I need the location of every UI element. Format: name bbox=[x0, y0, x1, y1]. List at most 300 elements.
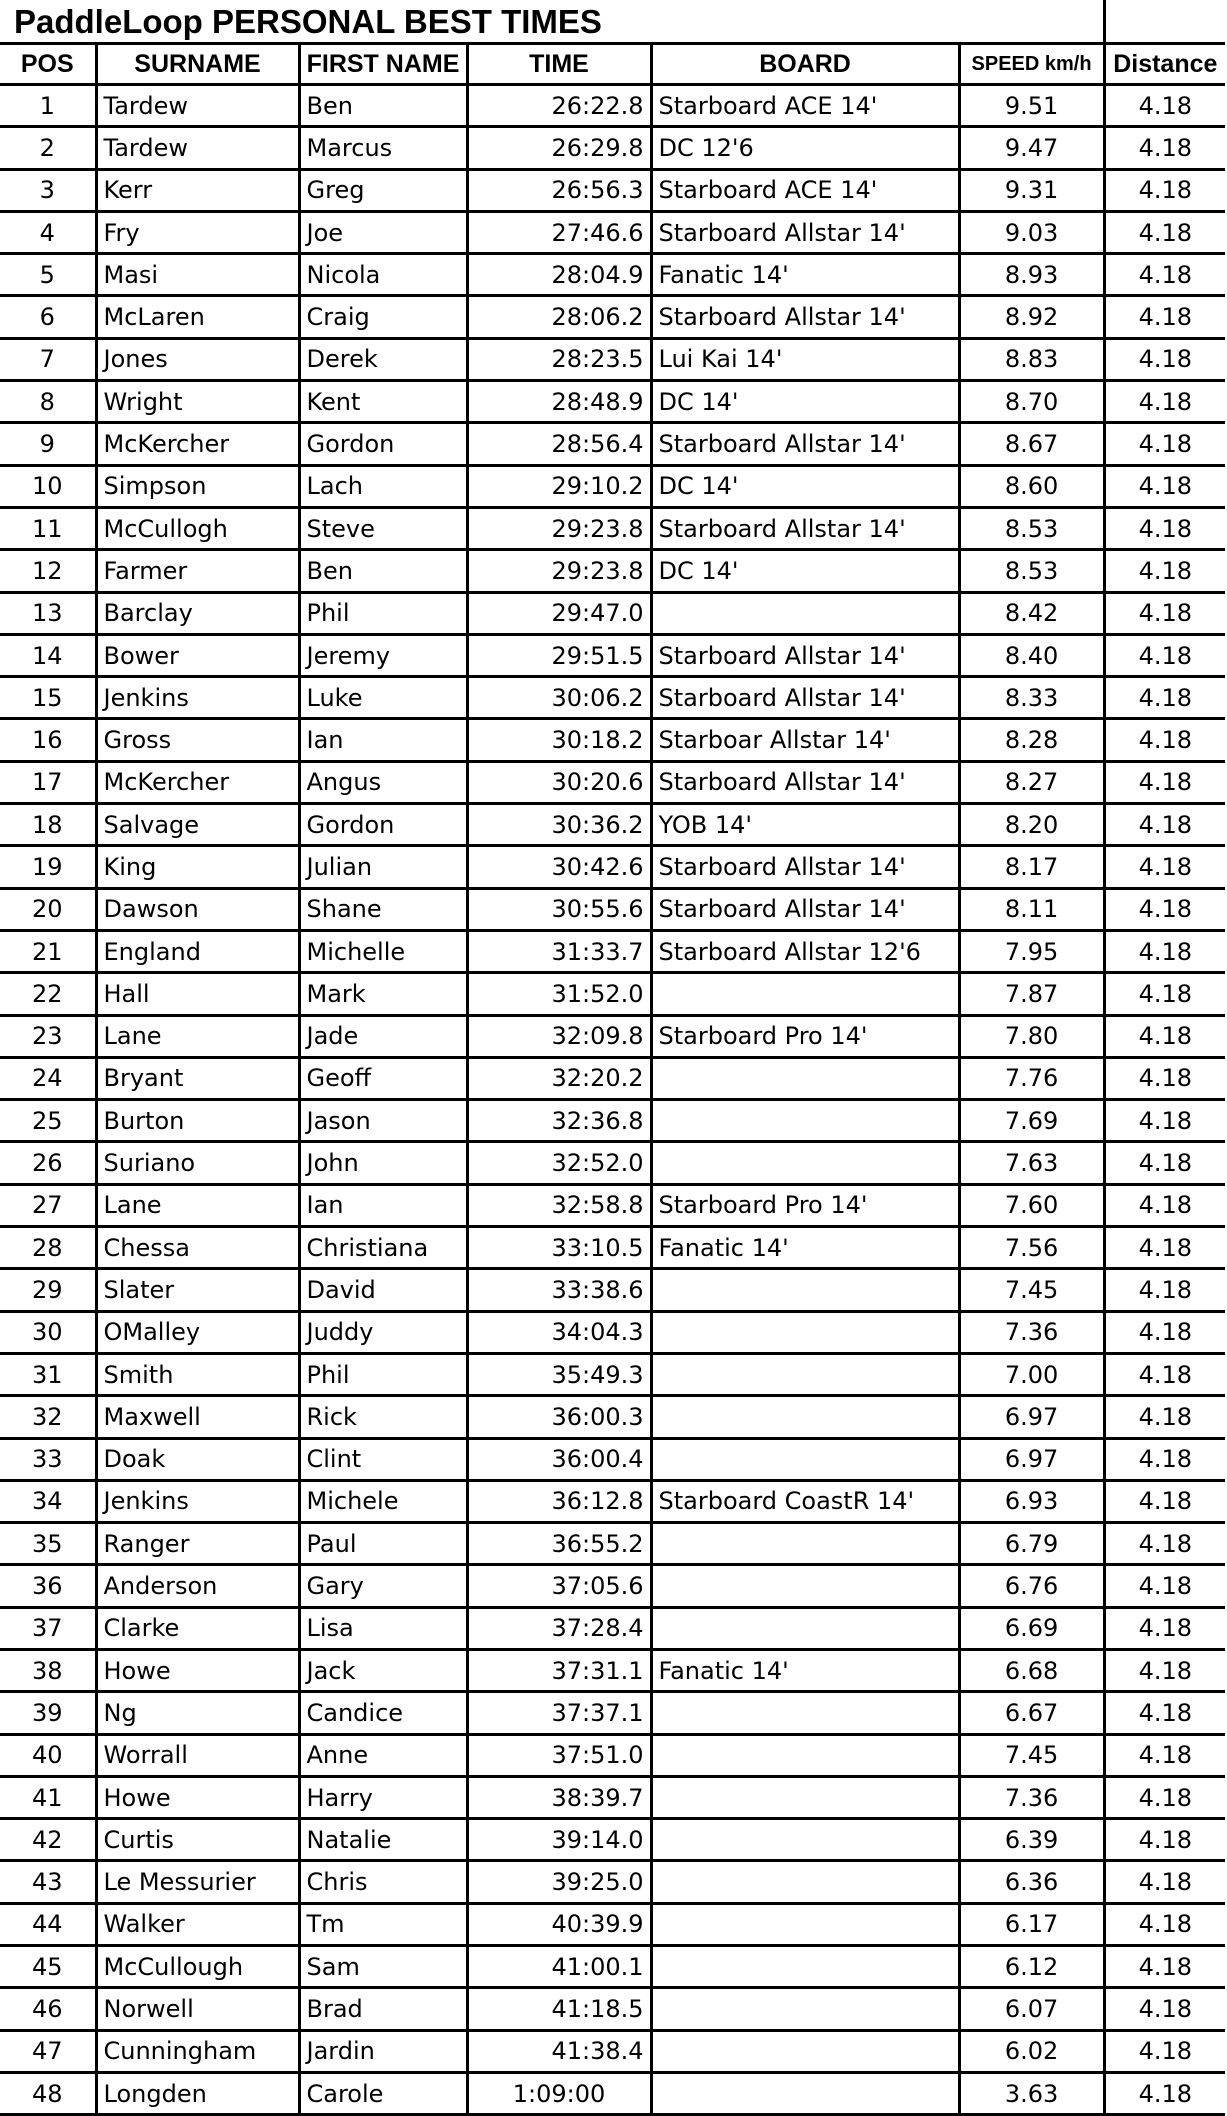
cell-time: 30:42.6 bbox=[467, 846, 651, 888]
cell-distance: 4.18 bbox=[1104, 381, 1225, 423]
cell-distance: 4.18 bbox=[1104, 1819, 1225, 1861]
cell-board bbox=[651, 1523, 959, 1565]
table-row bbox=[0, 1015, 1225, 1057]
cell-speed: 6.07 bbox=[959, 1988, 1104, 2030]
cell-board: DC 14' bbox=[651, 381, 959, 423]
cell-first-name: Jason bbox=[299, 1100, 467, 1142]
cell-time: 31:33.7 bbox=[467, 930, 651, 972]
table-row bbox=[0, 1396, 1225, 1438]
cell-surname: Howe bbox=[96, 1649, 299, 1691]
cell-first-name: Jeremy bbox=[299, 634, 467, 676]
cell-time: 37:28.4 bbox=[467, 1607, 651, 1649]
cell-board bbox=[651, 1819, 959, 1861]
cell-first-name: David bbox=[299, 1269, 467, 1311]
cell-time: 28:23.5 bbox=[467, 338, 651, 380]
cell-speed: 7.87 bbox=[959, 973, 1104, 1015]
cell-distance: 4.18 bbox=[1104, 1480, 1225, 1522]
cell-pos: 24 bbox=[0, 1057, 96, 1099]
cell-speed: 7.36 bbox=[959, 1311, 1104, 1353]
cell-board bbox=[651, 1269, 959, 1311]
cell-speed: 7.76 bbox=[959, 1057, 1104, 1099]
cell-distance: 4.18 bbox=[1104, 1100, 1225, 1142]
cell-distance: 4.18 bbox=[1104, 338, 1225, 380]
cell-pos: 33 bbox=[0, 1438, 96, 1480]
header-board: BOARD bbox=[651, 44, 959, 85]
table-row bbox=[0, 592, 1225, 634]
cell-speed: 8.17 bbox=[959, 846, 1104, 888]
table-row bbox=[0, 1311, 1225, 1353]
cell-surname: Dawson bbox=[96, 888, 299, 930]
cell-time: 37:05.6 bbox=[467, 1565, 651, 1607]
cell-pos: 45 bbox=[0, 1946, 96, 1988]
cell-speed: 8.28 bbox=[959, 719, 1104, 761]
cell-pos: 28 bbox=[0, 1227, 96, 1269]
cell-time: 32:09.8 bbox=[467, 1015, 651, 1057]
cell-speed: 9.03 bbox=[959, 211, 1104, 253]
cell-board bbox=[651, 592, 959, 634]
cell-distance: 4.18 bbox=[1104, 846, 1225, 888]
cell-first-name: Jardin bbox=[299, 2030, 467, 2072]
cell-surname: Suriano bbox=[96, 1142, 299, 1184]
cell-speed: 7.45 bbox=[959, 1734, 1104, 1776]
table-row bbox=[0, 381, 1225, 423]
cell-board bbox=[651, 1903, 959, 1945]
cell-distance: 4.18 bbox=[1104, 254, 1225, 296]
table-row bbox=[0, 1480, 1225, 1522]
cell-surname: Lane bbox=[96, 1015, 299, 1057]
cell-first-name: Harry bbox=[299, 1776, 467, 1818]
cell-pos: 48 bbox=[0, 2072, 96, 2114]
cell-board bbox=[651, 1734, 959, 1776]
table-row bbox=[0, 1607, 1225, 1649]
cell-distance: 4.18 bbox=[1104, 1565, 1225, 1607]
cell-pos: 21 bbox=[0, 930, 96, 972]
cell-first-name: Mark bbox=[299, 973, 467, 1015]
cell-speed: 6.02 bbox=[959, 2030, 1104, 2072]
cell-first-name: Derek bbox=[299, 338, 467, 380]
cell-time: 40:39.9 bbox=[467, 1903, 651, 1945]
header-surname: SURNAME bbox=[96, 44, 299, 85]
cell-surname: Walker bbox=[96, 1903, 299, 1945]
cell-speed: 6.17 bbox=[959, 1903, 1104, 1945]
cell-speed: 6.79 bbox=[959, 1523, 1104, 1565]
table-row bbox=[0, 1438, 1225, 1480]
table-row bbox=[0, 1057, 1225, 1099]
cell-time: 29:47.0 bbox=[467, 592, 651, 634]
table-row bbox=[0, 1565, 1225, 1607]
cell-pos: 3 bbox=[0, 169, 96, 211]
cell-pos: 17 bbox=[0, 761, 96, 803]
cell-speed: 6.12 bbox=[959, 1946, 1104, 1988]
cell-time: 37:31.1 bbox=[467, 1649, 651, 1691]
cell-first-name: Michelle bbox=[299, 930, 467, 972]
cell-distance: 4.18 bbox=[1104, 423, 1225, 465]
cell-board: YOB 14' bbox=[651, 804, 959, 846]
cell-pos: 19 bbox=[0, 846, 96, 888]
cell-time: 29:23.8 bbox=[467, 550, 651, 592]
table-row bbox=[0, 761, 1225, 803]
cell-surname: Salvage bbox=[96, 804, 299, 846]
cell-speed: 8.42 bbox=[959, 592, 1104, 634]
cell-board bbox=[651, 1946, 959, 1988]
cell-board bbox=[651, 1861, 959, 1903]
cell-first-name: Ben bbox=[299, 85, 467, 127]
cell-distance: 4.18 bbox=[1104, 1776, 1225, 1818]
cell-pos: 22 bbox=[0, 973, 96, 1015]
cell-time: 41:18.5 bbox=[467, 1988, 651, 2030]
cell-speed: 8.53 bbox=[959, 550, 1104, 592]
table-row bbox=[0, 973, 1225, 1015]
cell-pos: 6 bbox=[0, 296, 96, 338]
cell-pos: 39 bbox=[0, 1692, 96, 1734]
cell-speed: 8.11 bbox=[959, 888, 1104, 930]
cell-first-name: Ben bbox=[299, 550, 467, 592]
cell-time: 29:23.8 bbox=[467, 507, 651, 549]
cell-speed: 8.20 bbox=[959, 804, 1104, 846]
table-row bbox=[0, 1100, 1225, 1142]
cell-time: 36:00.3 bbox=[467, 1396, 651, 1438]
cell-time: 37:37.1 bbox=[467, 1692, 651, 1734]
cell-distance: 4.18 bbox=[1104, 550, 1225, 592]
cell-surname: Le Messurier bbox=[96, 1861, 299, 1903]
cell-surname: Howe bbox=[96, 1776, 299, 1818]
blank-cell bbox=[1104, 0, 1225, 44]
cell-board bbox=[651, 1438, 959, 1480]
cell-surname: McCullogh bbox=[96, 507, 299, 549]
cell-speed: 6.76 bbox=[959, 1565, 1104, 1607]
cell-time: 30:55.6 bbox=[467, 888, 651, 930]
cell-pos: 25 bbox=[0, 1100, 96, 1142]
cell-first-name: Marcus bbox=[299, 127, 467, 169]
cell-distance: 4.18 bbox=[1104, 1311, 1225, 1353]
cell-speed: 8.40 bbox=[959, 634, 1104, 676]
cell-board: Starboard Allstar 14' bbox=[651, 846, 959, 888]
cell-distance: 4.18 bbox=[1104, 1227, 1225, 1269]
cell-pos: 44 bbox=[0, 1903, 96, 1945]
cell-distance: 4.18 bbox=[1104, 930, 1225, 972]
cell-board bbox=[651, 2072, 959, 2114]
cell-speed: 6.39 bbox=[959, 1819, 1104, 1861]
cell-surname: Farmer bbox=[96, 550, 299, 592]
cell-surname: OMalley bbox=[96, 1311, 299, 1353]
table-row bbox=[0, 338, 1225, 380]
cell-first-name: Candice bbox=[299, 1692, 467, 1734]
cell-speed: 6.93 bbox=[959, 1480, 1104, 1522]
cell-board bbox=[651, 973, 959, 1015]
cell-speed: 6.67 bbox=[959, 1692, 1104, 1734]
cell-speed: 6.69 bbox=[959, 1607, 1104, 1649]
cell-pos: 15 bbox=[0, 677, 96, 719]
table-row bbox=[0, 85, 1225, 127]
cell-distance: 4.18 bbox=[1104, 507, 1225, 549]
cell-surname: Slater bbox=[96, 1269, 299, 1311]
cell-surname: McLaren bbox=[96, 296, 299, 338]
cell-pos: 46 bbox=[0, 1988, 96, 2030]
cell-first-name: Luke bbox=[299, 677, 467, 719]
cell-board: Lui Kai 14' bbox=[651, 338, 959, 380]
table-row bbox=[0, 2072, 1225, 2114]
cell-time: 30:06.2 bbox=[467, 677, 651, 719]
cell-surname: England bbox=[96, 930, 299, 972]
cell-pos: 26 bbox=[0, 1142, 96, 1184]
cell-surname: Burton bbox=[96, 1100, 299, 1142]
cell-board bbox=[651, 1607, 959, 1649]
cell-surname: Ng bbox=[96, 1692, 299, 1734]
cell-distance: 4.18 bbox=[1104, 1946, 1225, 1988]
cell-surname: King bbox=[96, 846, 299, 888]
table-row bbox=[0, 296, 1225, 338]
cell-first-name: Ian bbox=[299, 719, 467, 761]
cell-pos: 7 bbox=[0, 338, 96, 380]
table-row bbox=[0, 169, 1225, 211]
table-row bbox=[0, 846, 1225, 888]
cell-distance: 4.18 bbox=[1104, 2030, 1225, 2072]
cell-distance: 4.18 bbox=[1104, 804, 1225, 846]
cell-first-name: Gordon bbox=[299, 804, 467, 846]
cell-speed: 8.70 bbox=[959, 381, 1104, 423]
cell-distance: 4.18 bbox=[1104, 1269, 1225, 1311]
cell-surname: Norwell bbox=[96, 1988, 299, 2030]
cell-board bbox=[651, 1988, 959, 2030]
cell-distance: 4.18 bbox=[1104, 296, 1225, 338]
cell-distance: 4.18 bbox=[1104, 1057, 1225, 1099]
table-row bbox=[0, 1819, 1225, 1861]
cell-distance: 4.18 bbox=[1104, 169, 1225, 211]
cell-surname: Clarke bbox=[96, 1607, 299, 1649]
cell-speed: 9.31 bbox=[959, 169, 1104, 211]
cell-surname: Smith bbox=[96, 1353, 299, 1395]
cell-surname: McCullough bbox=[96, 1946, 299, 1988]
cell-time: 33:38.6 bbox=[467, 1269, 651, 1311]
cell-time: 35:49.3 bbox=[467, 1353, 651, 1395]
cell-time: 28:48.9 bbox=[467, 381, 651, 423]
cell-first-name: Natalie bbox=[299, 1819, 467, 1861]
cell-first-name: Craig bbox=[299, 296, 467, 338]
cell-speed: 7.56 bbox=[959, 1227, 1104, 1269]
table-row bbox=[0, 507, 1225, 549]
cell-surname: Simpson bbox=[96, 465, 299, 507]
table-row bbox=[0, 1903, 1225, 1945]
cell-surname: Hall bbox=[96, 973, 299, 1015]
cell-pos: 41 bbox=[0, 1776, 96, 1818]
cell-distance: 4.18 bbox=[1104, 85, 1225, 127]
cell-speed: 7.69 bbox=[959, 1100, 1104, 1142]
cell-time: 26:56.3 bbox=[467, 169, 651, 211]
cell-first-name: Kent bbox=[299, 381, 467, 423]
cell-board: Starboard Pro 14' bbox=[651, 1184, 959, 1226]
cell-pos: 11 bbox=[0, 507, 96, 549]
cell-board: Starboard ACE 14' bbox=[651, 169, 959, 211]
blank-cell bbox=[959, 0, 1104, 44]
cell-pos: 18 bbox=[0, 804, 96, 846]
table-row bbox=[0, 1649, 1225, 1691]
cell-pos: 40 bbox=[0, 1734, 96, 1776]
cell-first-name: Michele bbox=[299, 1480, 467, 1522]
cell-first-name: Brad bbox=[299, 1988, 467, 2030]
cell-speed: 8.53 bbox=[959, 507, 1104, 549]
cell-first-name: Geoff bbox=[299, 1057, 467, 1099]
cell-first-name: Anne bbox=[299, 1734, 467, 1776]
table-row bbox=[0, 2030, 1225, 2072]
cell-board: Starboard Allstar 14' bbox=[651, 761, 959, 803]
cell-surname: Jones bbox=[96, 338, 299, 380]
cell-board bbox=[651, 1396, 959, 1438]
cell-board bbox=[651, 1100, 959, 1142]
table-row bbox=[0, 888, 1225, 930]
cell-speed: 8.60 bbox=[959, 465, 1104, 507]
cell-first-name: Jack bbox=[299, 1649, 467, 1691]
cell-first-name: Lach bbox=[299, 465, 467, 507]
cell-time: 41:38.4 bbox=[467, 2030, 651, 2072]
cell-first-name: Juddy bbox=[299, 1311, 467, 1353]
cell-pos: 2 bbox=[0, 127, 96, 169]
cell-surname: Ranger bbox=[96, 1523, 299, 1565]
cell-board bbox=[651, 2030, 959, 2072]
cell-time: 36:12.8 bbox=[467, 1480, 651, 1522]
cell-pos: 38 bbox=[0, 1649, 96, 1691]
cell-time: 28:06.2 bbox=[467, 296, 651, 338]
cell-distance: 4.18 bbox=[1104, 1142, 1225, 1184]
table-row bbox=[0, 634, 1225, 676]
cell-board bbox=[651, 1353, 959, 1395]
cell-surname: Jenkins bbox=[96, 677, 299, 719]
cell-board bbox=[651, 1057, 959, 1099]
cell-speed: 7.63 bbox=[959, 1142, 1104, 1184]
cell-first-name: Carole bbox=[299, 2072, 467, 2114]
cell-first-name: Paul bbox=[299, 1523, 467, 1565]
cell-surname: Kerr bbox=[96, 169, 299, 211]
cell-first-name: Nicola bbox=[299, 254, 467, 296]
cell-pos: 32 bbox=[0, 1396, 96, 1438]
cell-board: Fanatic 14' bbox=[651, 254, 959, 296]
cell-time: 30:20.6 bbox=[467, 761, 651, 803]
cell-time: 32:36.8 bbox=[467, 1100, 651, 1142]
table-row bbox=[0, 1692, 1225, 1734]
table-row bbox=[0, 1946, 1225, 1988]
cell-time: 38:39.7 bbox=[467, 1776, 651, 1818]
cell-distance: 4.18 bbox=[1104, 1988, 1225, 2030]
cell-board: Starboard ACE 14' bbox=[651, 85, 959, 127]
cell-surname: Barclay bbox=[96, 592, 299, 634]
cell-board: Starboard Allstar 14' bbox=[651, 634, 959, 676]
cell-first-name: Phil bbox=[299, 1353, 467, 1395]
cell-surname: Chessa bbox=[96, 1227, 299, 1269]
table-row bbox=[0, 804, 1225, 846]
cell-distance: 4.18 bbox=[1104, 719, 1225, 761]
cell-board: Starboard Allstar 14' bbox=[651, 296, 959, 338]
cell-board: Starboard Allstar 14' bbox=[651, 423, 959, 465]
cell-surname: Tardew bbox=[96, 127, 299, 169]
cell-speed: 8.33 bbox=[959, 677, 1104, 719]
table-row bbox=[0, 211, 1225, 253]
cell-distance: 4.18 bbox=[1104, 1438, 1225, 1480]
cell-board bbox=[651, 1142, 959, 1184]
cell-first-name: John bbox=[299, 1142, 467, 1184]
cell-surname: Masi bbox=[96, 254, 299, 296]
cell-time: 36:00.4 bbox=[467, 1438, 651, 1480]
cell-distance: 4.18 bbox=[1104, 1692, 1225, 1734]
cell-distance: 4.18 bbox=[1104, 592, 1225, 634]
table-row bbox=[0, 1861, 1225, 1903]
cell-pos: 42 bbox=[0, 1819, 96, 1861]
cell-pos: 5 bbox=[0, 254, 96, 296]
cell-time: 33:10.5 bbox=[467, 1227, 651, 1269]
table-row bbox=[0, 1184, 1225, 1226]
cell-surname: Fry bbox=[96, 211, 299, 253]
cell-pos: 23 bbox=[0, 1015, 96, 1057]
cell-time: 39:14.0 bbox=[467, 1819, 651, 1861]
cell-first-name: Jade bbox=[299, 1015, 467, 1057]
table-row bbox=[0, 1142, 1225, 1184]
cell-board bbox=[651, 1776, 959, 1818]
cell-distance: 4.18 bbox=[1104, 677, 1225, 719]
cell-time: 37:51.0 bbox=[467, 1734, 651, 1776]
cell-distance: 4.18 bbox=[1104, 1734, 1225, 1776]
cell-first-name: Gary bbox=[299, 1565, 467, 1607]
cell-distance: 4.18 bbox=[1104, 1184, 1225, 1226]
cell-time: 30:18.2 bbox=[467, 719, 651, 761]
cell-distance: 4.18 bbox=[1104, 2072, 1225, 2114]
cell-surname: Worrall bbox=[96, 1734, 299, 1776]
cell-speed: 9.47 bbox=[959, 127, 1104, 169]
table-row bbox=[0, 1988, 1225, 2030]
cell-board: Starboar Allstar 14' bbox=[651, 719, 959, 761]
cell-board bbox=[651, 1692, 959, 1734]
cell-board: Fanatic 14' bbox=[651, 1649, 959, 1691]
cell-time: 32:52.0 bbox=[467, 1142, 651, 1184]
cell-time: 26:29.8 bbox=[467, 127, 651, 169]
cell-time: 1:09:00 bbox=[467, 2072, 651, 2114]
table-row bbox=[0, 1523, 1225, 1565]
cell-surname: Maxwell bbox=[96, 1396, 299, 1438]
cell-distance: 4.18 bbox=[1104, 1607, 1225, 1649]
cell-distance: 4.18 bbox=[1104, 1649, 1225, 1691]
cell-surname: McKercher bbox=[96, 761, 299, 803]
cell-first-name: Shane bbox=[299, 888, 467, 930]
cell-distance: 4.18 bbox=[1104, 761, 1225, 803]
cell-first-name: Phil bbox=[299, 592, 467, 634]
cell-distance: 4.18 bbox=[1104, 1903, 1225, 1945]
cell-pos: 9 bbox=[0, 423, 96, 465]
table-row bbox=[0, 423, 1225, 465]
cell-first-name: Angus bbox=[299, 761, 467, 803]
cell-speed: 8.27 bbox=[959, 761, 1104, 803]
cell-time: 34:04.3 bbox=[467, 1311, 651, 1353]
cell-time: 36:55.2 bbox=[467, 1523, 651, 1565]
results-body bbox=[0, 85, 1225, 2115]
cell-pos: 1 bbox=[0, 85, 96, 127]
cell-first-name: Tm bbox=[299, 1903, 467, 1945]
table-row bbox=[0, 550, 1225, 592]
table-row bbox=[0, 465, 1225, 507]
cell-first-name: Christiana bbox=[299, 1227, 467, 1269]
table-row bbox=[0, 127, 1225, 169]
cell-board: Starboard Allstar 14' bbox=[651, 211, 959, 253]
cell-first-name: Ian bbox=[299, 1184, 467, 1226]
cell-surname: Gross bbox=[96, 719, 299, 761]
cell-speed: 7.95 bbox=[959, 930, 1104, 972]
cell-surname: Tardew bbox=[96, 85, 299, 127]
cell-first-name: Lisa bbox=[299, 1607, 467, 1649]
cell-time: 32:20.2 bbox=[467, 1057, 651, 1099]
cell-board: Fanatic 14' bbox=[651, 1227, 959, 1269]
cell-time: 29:10.2 bbox=[467, 465, 651, 507]
cell-speed: 3.63 bbox=[959, 2072, 1104, 2114]
cell-speed: 7.00 bbox=[959, 1353, 1104, 1395]
table-row bbox=[0, 930, 1225, 972]
cell-distance: 4.18 bbox=[1104, 465, 1225, 507]
cell-time: 30:36.2 bbox=[467, 804, 651, 846]
